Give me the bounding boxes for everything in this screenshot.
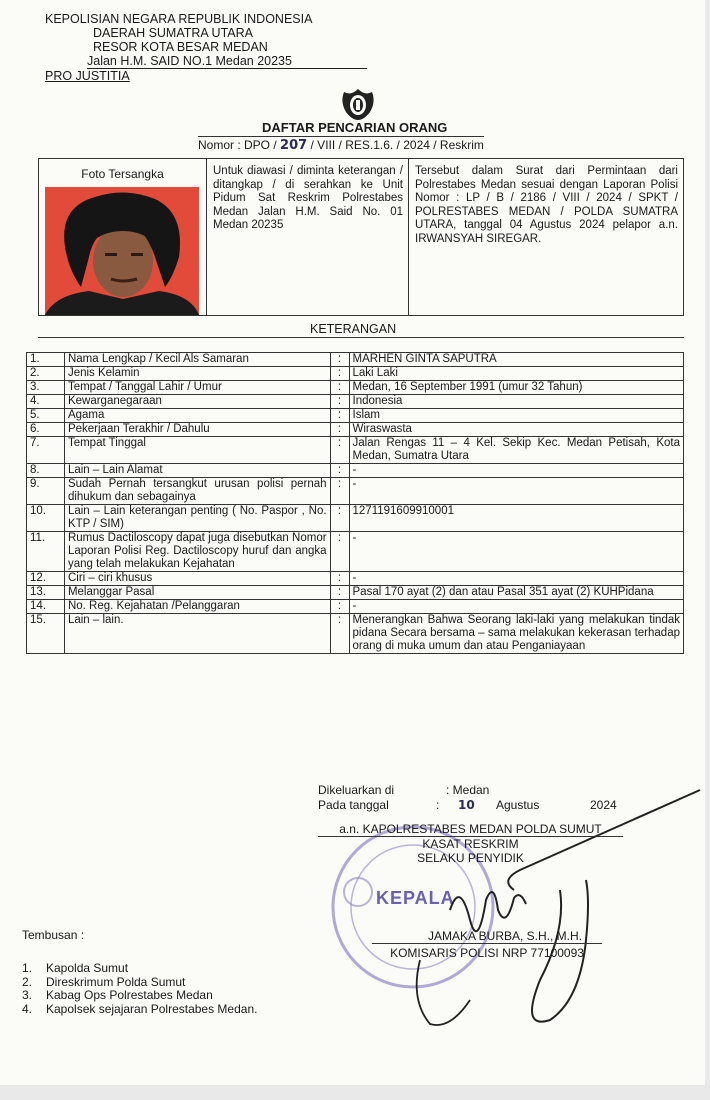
row-colon: :: [330, 464, 349, 478]
signatory-rank: KOMISARIS POLISI NRP 77100093: [390, 946, 584, 960]
list-item-number: 2.: [22, 974, 33, 989]
row-colon: :: [330, 381, 349, 395]
issued-date-year: 2024: [590, 798, 617, 812]
table-row: [27, 478, 684, 505]
row-colon: :: [330, 395, 349, 409]
issued-place-label: Dikeluarkan di: [318, 783, 395, 797]
row-label: Melanggar Pasal: [64, 586, 330, 600]
tembusan-label: Tembusan :: [22, 928, 85, 942]
row-colon: :: [330, 532, 349, 572]
list-item-text: Kabag Ops Polrestabes Medan: [46, 988, 213, 1002]
police-emblem-icon: [338, 86, 378, 122]
row-label: Ciri – ciri khusus: [64, 572, 330, 586]
row-value: -: [349, 532, 683, 572]
table-row: [27, 586, 684, 600]
keterangan-heading: KETERANGAN: [310, 322, 397, 336]
row-label: Jenis Kelamin: [64, 367, 330, 381]
table-row: [27, 600, 684, 614]
instruction-text: Untuk diawasi / diminta keterangan / ditangkap / di serahkan ke Unit Pidum Sat Reskrim Polrestabes Medan Jalan H.M. Said No. 01 Medan 20235: [213, 165, 403, 231]
row-value: Menerangkan Bahwa Seorang laki-laki yang melakukan tindak pidana Secara bersama – sama melakukan kekerasan terhadap orang di muka umum dan atau Penganiayaan: [349, 614, 683, 654]
row-label: Pekerjaan Terakhir / Dahulu: [64, 423, 330, 437]
list-item: [22, 976, 257, 990]
document-number-prefix: Nomor : DPO /: [198, 138, 277, 152]
row-number: 2.: [27, 367, 65, 381]
document-number-handwritten: 207: [280, 138, 308, 153]
list-item-number: 1.: [22, 961, 33, 975]
issued-date-colon: :: [436, 798, 440, 812]
row-colon: :: [330, 586, 349, 600]
row-label: Tempat Tinggal: [64, 437, 330, 464]
suspect-portrait-icon: [45, 187, 199, 315]
document-number-suffix: / VIII / RES.1.6. / 2024 / Reskrim: [310, 138, 484, 152]
list-item-text: Direskrimum Polda Sumut: [46, 974, 186, 989]
table-row: [27, 464, 684, 478]
row-colon: :: [330, 367, 349, 381]
row-label: Tempat / Tanggal Lahir / Umur: [64, 381, 330, 395]
row-value: -: [349, 572, 683, 586]
signature-role-2: SELAKU PENYIDIK: [417, 851, 524, 865]
row-value: Laki Laki: [349, 367, 683, 381]
table-row: [27, 614, 684, 654]
letterhead-line-1: KEPOLISIAN NEGARA REPUBLIK INDONESIA: [45, 12, 313, 26]
list-item: [22, 989, 257, 1003]
row-label: Lain – Lain Alamat: [64, 464, 330, 478]
table-row: [27, 532, 684, 572]
table-row: [27, 367, 684, 381]
row-number: 4.: [27, 395, 65, 409]
row-label: Lain – lain.: [64, 614, 330, 654]
row-value: Pasal 170 ayat (2) dan atau Pasal 351 ayat (2) KUHPidana: [349, 586, 683, 600]
row-colon: :: [330, 505, 349, 532]
pro-justitia: PRO JUSTITIA: [45, 69, 130, 83]
row-value: Wiraswasta: [349, 423, 683, 437]
row-number: 7.: [27, 437, 65, 464]
issued-date-label: Pada tanggal: [318, 798, 389, 812]
keterangan-divider: [38, 337, 684, 338]
document-number: [198, 136, 484, 153]
stamp-word: KEPALA: [376, 888, 455, 908]
signature-line: [372, 943, 602, 944]
row-number: 14.: [27, 600, 65, 614]
table-row: [27, 381, 684, 395]
letterhead: [45, 12, 367, 83]
row-number: 3.: [27, 381, 65, 395]
row-label: Kewarganegaraan: [64, 395, 330, 409]
row-number: 15.: [27, 614, 65, 654]
letterhead-line-3: RESOR KOTA BESAR MEDAN: [93, 40, 268, 54]
row-number: 1.: [27, 353, 65, 367]
row-value: Islam: [349, 409, 683, 423]
letterhead-line-2: DAERAH SUMATRA UTARA: [93, 26, 253, 40]
row-label: Lain – Lain keterangan penting ( No. Paspor , No. KTP / SIM): [64, 505, 330, 532]
issued-date-day: 10: [458, 798, 475, 812]
table-row: [27, 572, 684, 586]
row-number: 11.: [27, 532, 65, 572]
list-item-number: 3.: [22, 988, 33, 1002]
issued-date-month: Agustus: [496, 798, 540, 812]
photo-cell: [39, 159, 207, 315]
row-label: No. Reg. Kejahatan /Pelanggaran: [64, 600, 330, 614]
row-label: Agama: [64, 409, 330, 423]
signatory-name: JAMAKA BURBA, S.H., M.H.: [427, 929, 583, 943]
row-number: 9.: [27, 478, 65, 505]
row-value: MARHEN GINTA SAPUTRA: [349, 353, 683, 367]
row-number: 12.: [27, 572, 65, 586]
row-label: Sudah Pernah tersangkut urusan polisi pernah dihukum dan sebagainya: [64, 478, 330, 505]
tembusan-list: [22, 962, 257, 1016]
row-value: 1271191609910001: [349, 505, 683, 532]
row-value: Jalan Rengas 11 – 4 Kel. Sekip Kec. Medan Petisah, Kota Medan, Sumatra Utara: [349, 437, 683, 464]
row-value: Medan, 16 September 1991 (umur 32 Tahun): [349, 381, 683, 395]
row-number: 6.: [27, 423, 65, 437]
row-colon: :: [330, 409, 349, 423]
document-title: DAFTAR PENCARIAN ORANG: [262, 120, 448, 135]
details-table: [26, 352, 684, 654]
list-item: [22, 1003, 257, 1017]
table-row: [27, 423, 684, 437]
list-item-number: 4.: [22, 1001, 33, 1016]
reference-text: Tersebut dalam Surat dari Permintaan dari Polrestabes Medan sesuai dengan Laporan Polisi Nomor : LP / B / 2186 / VIII / 2024 / SPKT / POLRESTABES MEDAN / POLDA SUMATRA UTARA, tanggal 04 Agustus 2024 pelapor a.n. IRWANSYAH SIREGAR.: [415, 165, 678, 245]
row-colon: :: [330, 600, 349, 614]
reference-cell: [409, 159, 683, 315]
row-colon: :: [330, 614, 349, 654]
row-number: 5.: [27, 409, 65, 423]
table-row: [27, 409, 684, 423]
signature-on-behalf: a.n. KAPOLRESTABES MEDAN POLDA SUMUT: [318, 822, 623, 837]
row-colon: :: [330, 572, 349, 586]
row-value: Indonesia: [349, 395, 683, 409]
issued-place-value: : Medan: [446, 783, 490, 797]
row-number: 10.: [27, 505, 65, 532]
row-label: Rumus Dactiloscopy dapat juga disebutkan Nomor Laporan Polisi Reg. Dactiloscopy huruf dan angka yang telah melakukan Kejahatan: [64, 532, 330, 572]
row-colon: :: [330, 353, 349, 367]
row-value: -: [349, 478, 683, 505]
row-number: 13.: [27, 586, 65, 600]
row-number: 8.: [27, 464, 65, 478]
table-row: [27, 505, 684, 532]
suspect-info-box: [38, 158, 684, 316]
table-row: [27, 437, 684, 464]
signature-role-1: KASAT RESKRIM: [422, 837, 519, 851]
row-colon: :: [330, 478, 349, 505]
list-item-text: Kapolda Sumut: [46, 961, 129, 975]
photo-caption: Foto Tersangka: [81, 167, 164, 181]
table-row: [27, 395, 684, 409]
row-colon: :: [330, 437, 349, 464]
letterhead-address: Jalan H.M. SAID NO.1 Medan 20235: [87, 54, 367, 69]
list-item-text: Kapolsek sejajaran Polrestabes Medan.: [46, 1001, 258, 1016]
row-value: -: [349, 600, 683, 614]
suspect-photo: [45, 187, 199, 315]
row-value: -: [349, 464, 683, 478]
row-label: Nama Lengkap / Kecil Als Samaran: [64, 353, 330, 367]
instruction-cell: [207, 159, 409, 315]
list-item: [22, 962, 257, 976]
table-row: [27, 353, 684, 367]
row-colon: :: [330, 423, 349, 437]
handwritten-signature-icon: [390, 780, 705, 1040]
